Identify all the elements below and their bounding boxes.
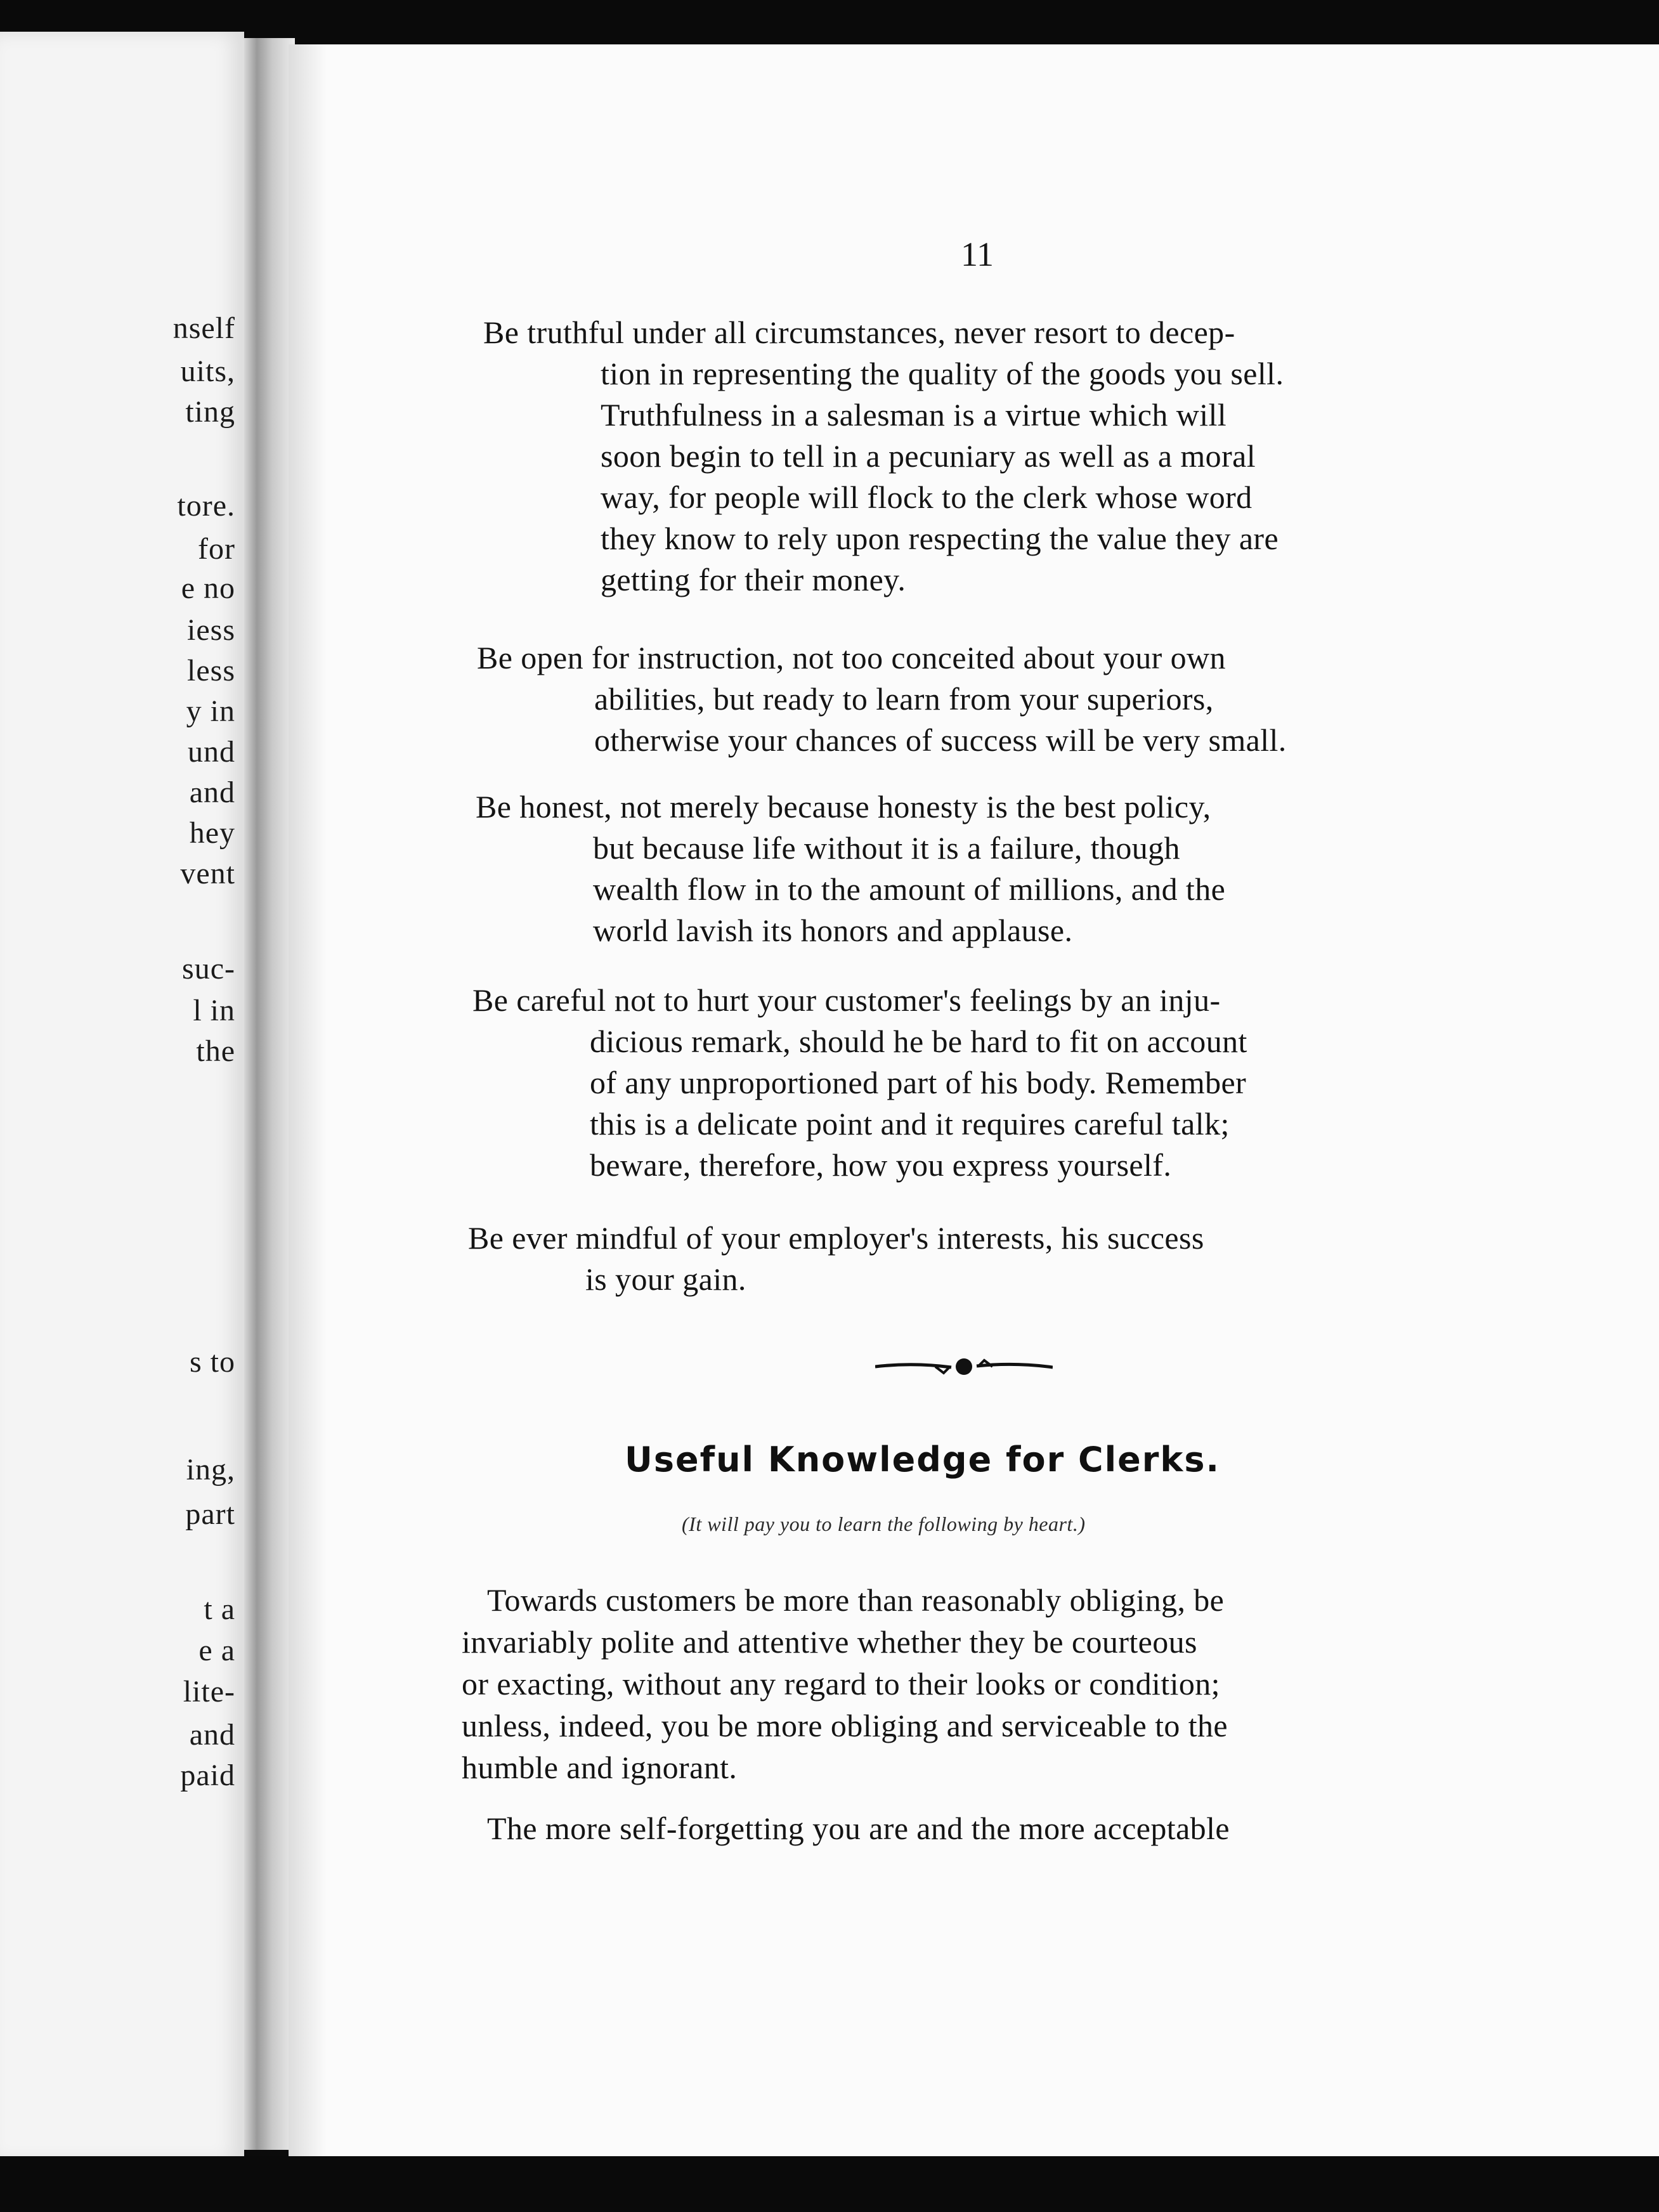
- maxim-line: of any unproportioned part of his body. Remember: [590, 1065, 1247, 1100]
- maxim-line: world lavish its honors and applause.: [593, 913, 1073, 948]
- left-fragment: vent: [180, 857, 235, 890]
- left-fragment: part: [185, 1497, 235, 1531]
- ornament-divider: [875, 1351, 1053, 1382]
- left-fragment: and: [189, 1718, 235, 1752]
- maxim-line: soon begin to tell in a pecuniary as well as a moral: [601, 438, 1256, 474]
- left-fragment: e a: [198, 1634, 235, 1667]
- left-fragment: s to: [189, 1345, 235, 1379]
- maxim-careful: [472, 980, 1247, 1186]
- maxim-line: abilities, but ready to learn from your superiors,: [594, 681, 1214, 717]
- maxim-line: Be honest, not merely because honesty is the best policy,: [476, 789, 1211, 824]
- left-fragment: ing,: [186, 1453, 235, 1487]
- maxim-line: tion in representing the quality of the goods you sell.: [601, 356, 1284, 391]
- left-fragment: paid: [180, 1759, 235, 1792]
- maxim-line: getting for their money.: [601, 562, 906, 597]
- maxim-line: way, for people will flock to the clerk whose word: [601, 479, 1252, 515]
- paragraph-customers: [462, 1579, 1228, 1788]
- maxim-line: Be careful not to hurt your customer's feelings by an inju-: [472, 982, 1221, 1018]
- maxim-line: otherwise your chances of success will be very small.: [594, 722, 1287, 758]
- left-fragment: less: [187, 654, 235, 687]
- maxim-line: Be ever mindful of your employer's interests, his success: [468, 1220, 1204, 1256]
- paragraph-line: The more self-forgetting you are and the more acceptable: [487, 1811, 1230, 1846]
- paragraph-line: invariably polite and attentive whether they be courteous: [462, 1624, 1197, 1660]
- maxim-line: beware, therefore, how you express yourself.: [590, 1147, 1172, 1183]
- maxim-open: [477, 637, 1287, 761]
- left-fragment: for: [198, 532, 235, 566]
- paragraph-line: or exacting, without any regard to their looks or condition;: [462, 1666, 1220, 1701]
- scan-bottom-border: [0, 2156, 1659, 2212]
- maxim-line: wealth flow in to the amount of millions, and the: [593, 871, 1226, 907]
- left-fragment: tore.: [177, 489, 235, 523]
- left-fragment: y in: [186, 694, 235, 728]
- maxim-truthful: [483, 312, 1284, 601]
- maxim-line: this is a delicate point and it requires careful talk;: [590, 1106, 1230, 1142]
- book-spine-gutter: [244, 38, 295, 2150]
- left-fragment: ting: [185, 395, 235, 429]
- maxim-line: Be open for instruction, not too conceited about your own: [477, 640, 1226, 675]
- left-fragment: e no: [181, 571, 235, 605]
- left-fragment: and: [189, 776, 235, 809]
- left-fragment: iess: [187, 613, 235, 647]
- paragraph-line: humble and ignorant.: [462, 1750, 738, 1785]
- maxim-line: Be truthful under all circumstances, never resort to decep-: [483, 315, 1235, 350]
- left-fragment: nself: [172, 311, 235, 345]
- maxim-line: is your gain.: [585, 1261, 746, 1297]
- section-subheading: (It will pay you to learn the following by heart.): [682, 1513, 1086, 1535]
- left-fragment: the: [196, 1034, 235, 1068]
- paragraph-self-forgetting: [487, 1807, 1230, 1849]
- paragraph-line: unless, indeed, you be more obliging and serviceable to the: [462, 1708, 1228, 1743]
- left-fragment: l in: [193, 994, 235, 1027]
- left-facing-page: [0, 32, 244, 2163]
- maxim-line: they know to rely upon respecting the value they are: [601, 521, 1279, 556]
- left-fragment: hey: [189, 816, 235, 850]
- maxim-line: Truthfulness in a salesman is a virtue which will: [601, 397, 1227, 433]
- maxim-line: but because life without it is a failure, though: [593, 830, 1180, 866]
- left-fragment: suc-: [182, 952, 235, 986]
- page-number: 11: [961, 235, 994, 273]
- maxim-honest: [476, 786, 1225, 951]
- paragraph-line: Towards customers be more than reasonably obliging, be: [487, 1582, 1225, 1618]
- left-fragment: uits,: [180, 355, 235, 388]
- maxim-line: dicious remark, should he be hard to fit on account: [590, 1024, 1247, 1059]
- gutter-shadow: [289, 44, 327, 2156]
- maxim-mindful: [468, 1218, 1204, 1300]
- left-fragment: lite-: [183, 1675, 235, 1708]
- left-fragment: und: [188, 735, 235, 769]
- left-fragment: t a: [204, 1592, 235, 1626]
- section-heading: Useful Knowledge for Clerks.: [625, 1440, 1220, 1480]
